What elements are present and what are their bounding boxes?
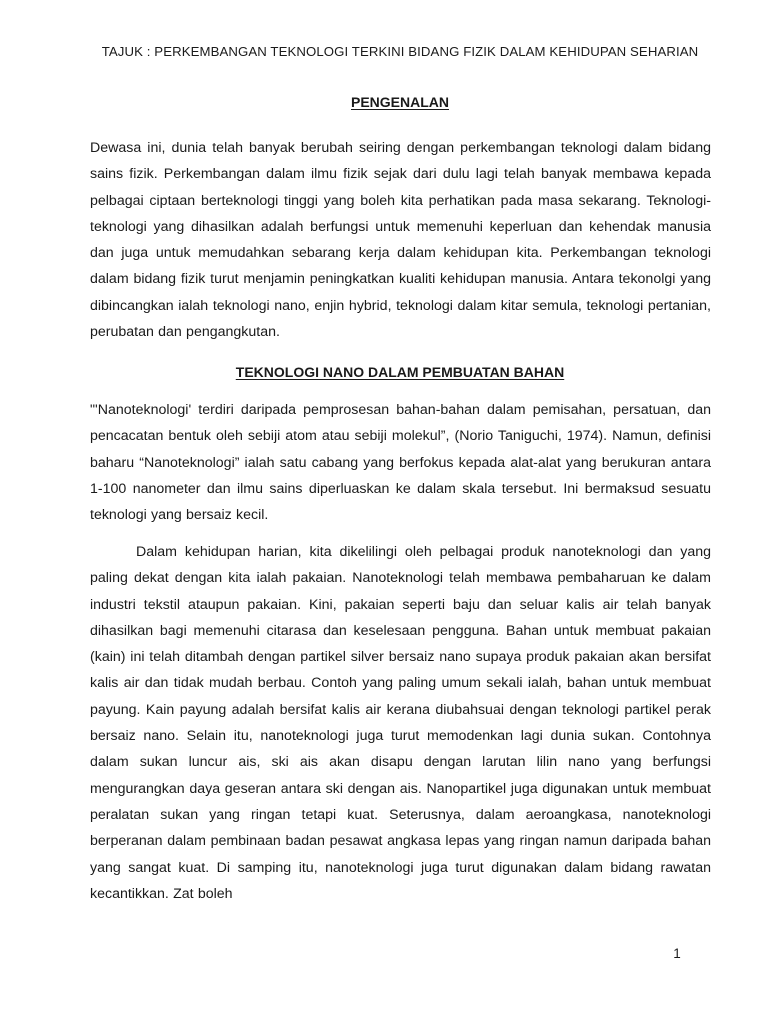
section-heading-pengenalan: PENGENALAN xyxy=(350,94,449,110)
section-heading-teknologi-nano: TEKNOLOGI NANO DALAM PEMBUATAN BAHAN xyxy=(235,364,565,380)
nano-paragraph-definition: "'Nanoteknologi' terdiri daripada pemprosesan bahan-bahan dalam pemisahan, persatuan, dan pencacatan bentuk oleh sebiji atom atau sebiji molekul”, (Norio Taniguchi, 1974). Namun, definisi baharu “Nanoteknologi” ialah satu cabang yang berfokus kepada alat-alat yang berukuran antara 1-100 nanometer dan ilmu sains diperluaskan ke dalam skala tersebut. Ini bermaksud sesuatu teknologi yang bersaiz kecil. xyxy=(90,402,711,524)
intro-paragraph: Dewasa ini, dunia telah banyak berubah seiring dengan perkembangan teknologi dalam bidang sains fizik. Perkembangan dalam ilmu fizik sejak dari dulu lagi telah banyak membawa kepada pelbagai ciptaan berteknologi tinggi yang boleh kita perhatikan pada masa sekarang. Teknologi-teknologi yang dihasilkan adalah berfungsi untuk memenuhi keperluan dan kehendak manusia dan juga untuk memudahkan sebarang kerja dalam kehidupan kita. Perkembangan teknologi dalam bidang fizik turut menjamin peningkatkan kualiti kehidupan manusia. Antara tekonolgi yang dibincangkan ialah teknologi nano, enjin hybrid, teknologi dalam kitar semula, teknologi pertanian, perubatan dan pengangkutan. xyxy=(90,140,711,341)
document-title: TAJUK : PERKEMBANGAN TEKNOLOGI TERKINI BIDANG FIZIK DALAM KEHIDUPAN SEHARIAN xyxy=(101,44,699,59)
nano-paragraph-applications: Dalam kehidupan harian, kita dikelilingi oleh pelbagai produk nanoteknologi dan yang paling dekat dengan kita ialah pakaian. Nanoteknologi telah membawa pembaharuan ke dalam industri tekstil ataupun pakaian. Kini, pakaian seperti baju dan seluar kalis air telah banyak dihasilkan bagi memenuhi citarasa dan keselesaan pengguna. Bahan untuk membuat pakaian (kain) ini telah ditambah dengan partikel silver bersaiz nano supaya produk pakaian akan bersifat kalis air dan tidak mudah berbau. Contoh yang paling umum sekali ialah, bahan untuk membuat payung. Kain payung adalah bersifat kalis air kerana diubahsuai dengan teknologi partikel perak bersaiz nano. Selain itu, nanoteknologi juga turut memodenkan lagi dunia sukan. Contohnya dalam sukan luncur ais, ski ais akan disapu dengan larutan lilin nano yang berfungsi mengurangkan daya geseran antara ski dengan ais. Nanopartikel juga digunakan untuk membuat peralatan sukan yang ringan tetapi kuat. Seterusnya, dalam aeroangkasa, nanoteknologi berperanan dalam pembinaan badan pesawat angkasa lepas yang ringan namun daripada bahan yang sangat kuat. Di samping itu, nanoteknologi juga turut digunakan dalam bidang rawatan kecantikkan. Zat boleh xyxy=(90,544,711,902)
page-number: 1 xyxy=(673,946,681,961)
